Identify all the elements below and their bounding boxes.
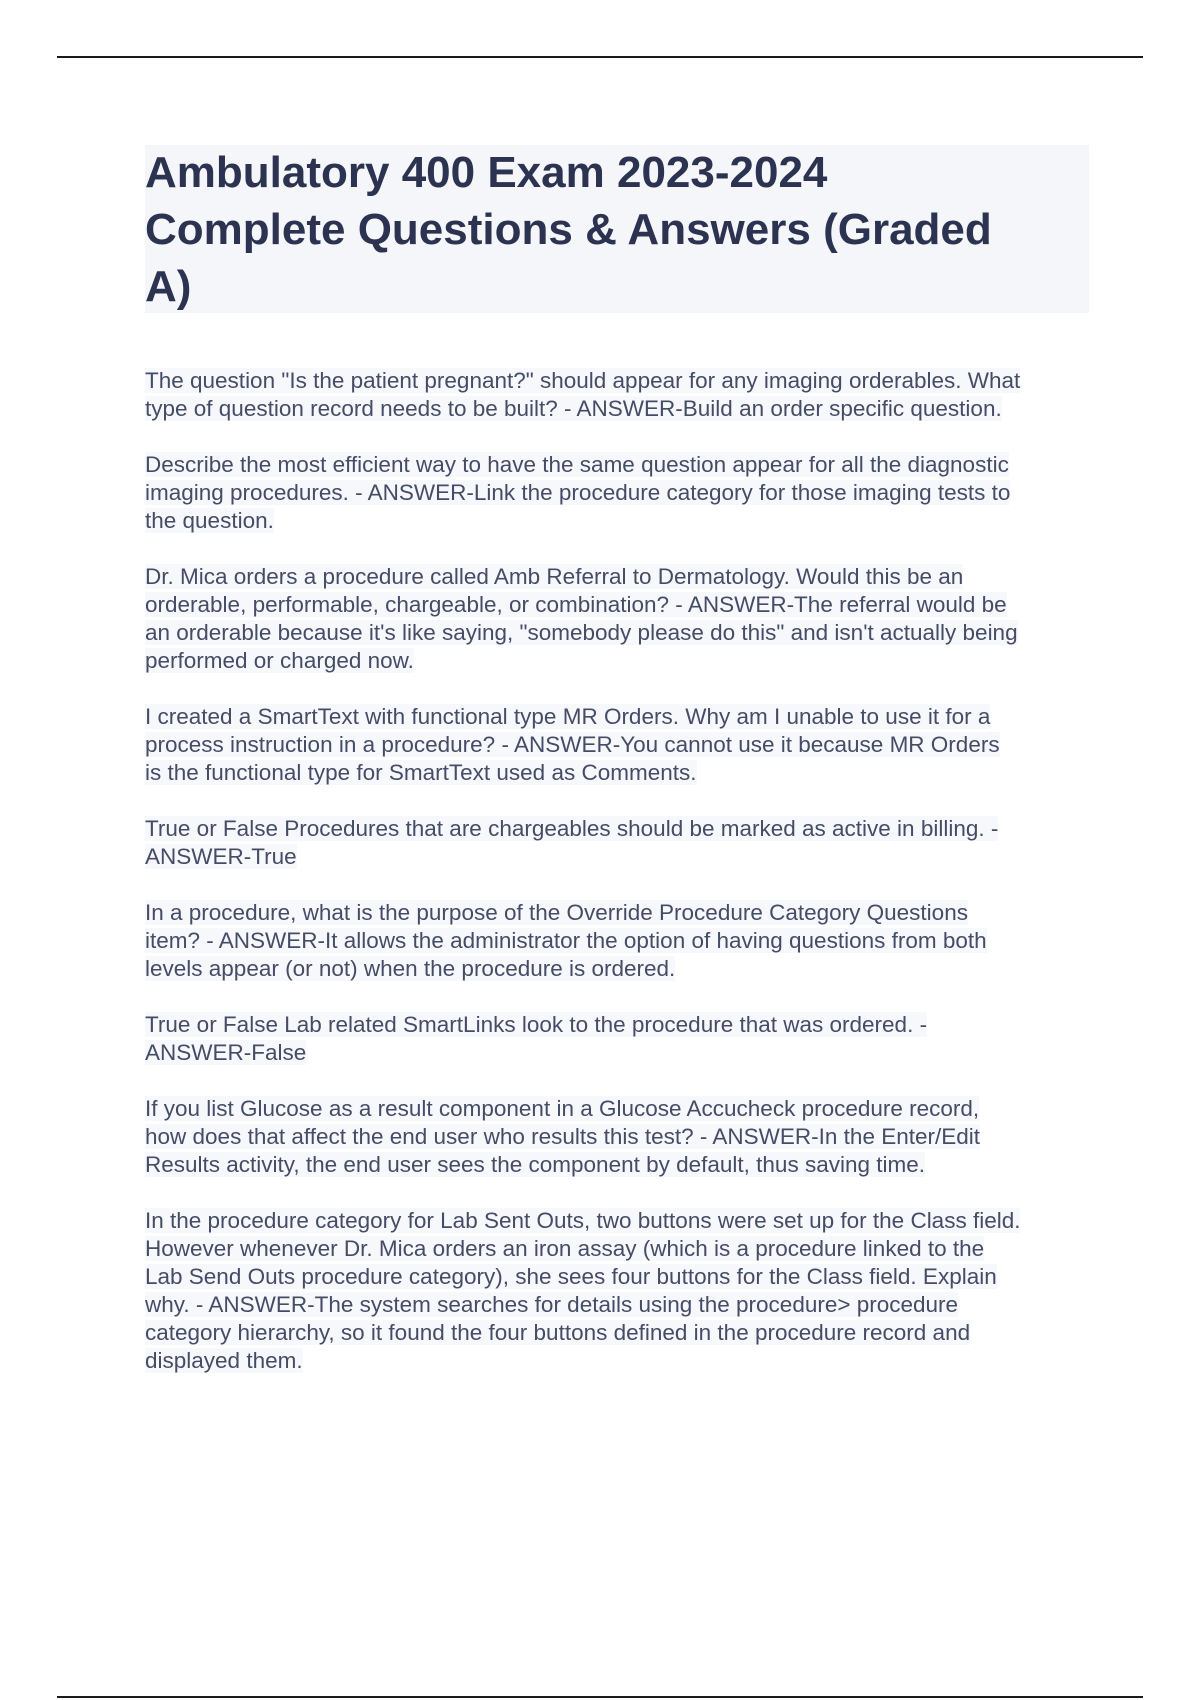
- qa-item: [145, 815, 1095, 871]
- qa-line: I created a SmartText with functional type MR Orders. Why am I unable to use it for a: [145, 704, 991, 729]
- qa-line: True or False Lab related SmartLinks look to the procedure that was ordered. -: [145, 1012, 928, 1037]
- title-line: Ambulatory 400 Exam 2023-2024: [145, 148, 828, 197]
- qa-line: Dr. Mica orders a procedure called Amb Referral to Dermatology. Would this be an: [145, 564, 964, 589]
- qa-line: category hierarchy, so it found the four buttons defined in the procedure record and: [145, 1320, 971, 1345]
- qa-line: The question "Is the patient pregnant?" should appear for any imaging orderables. What: [145, 368, 1021, 393]
- qa-line: an orderable because it's like saying, "somebody please do this" and isn't actually being: [145, 620, 1018, 645]
- title-line: Complete Questions & Answers (Graded: [145, 205, 992, 254]
- qa-line: levels appear (or not) when the procedure is ordered.: [145, 956, 676, 981]
- qa-line: performed or charged now.: [145, 648, 414, 673]
- top-rule: [57, 56, 1143, 58]
- qa-item: [145, 1207, 1095, 1375]
- qa-item: [145, 1011, 1095, 1067]
- qa-line: In the procedure category for Lab Sent Outs, two buttons were set up for the Class field.: [145, 1208, 1021, 1233]
- document-title: [145, 144, 1089, 315]
- qa-item: [145, 1095, 1095, 1179]
- qa-line: However whenever Dr. Mica orders an iron assay (which is a procedure linked to the: [145, 1236, 985, 1261]
- qa-line: the question.: [145, 508, 274, 533]
- qa-line: why. - ANSWER-The system searches for details using the procedure> procedure: [145, 1292, 959, 1317]
- qa-line: how does that affect the end user who results this test? - ANSWER-In the Enter/Edit: [145, 1124, 981, 1149]
- qa-line: True or False Procedures that are chargeables should be marked as active in billing. -: [145, 816, 999, 841]
- qa-line: Describe the most efficient way to have the same question appear for all the diagnostic: [145, 452, 1009, 477]
- qa-line: item? - ANSWER-It allows the administrator the option of having questions from both: [145, 928, 987, 953]
- qa-line: is the functional type for SmartText used as Comments.: [145, 760, 697, 785]
- bottom-rule: [57, 1696, 1143, 1698]
- qa-line: type of question record needs to be built? - ANSWER-Build an order specific question.: [145, 396, 1002, 421]
- qa-line: process instruction in a procedure? - ANSWER-You cannot use it because MR Orders: [145, 732, 1000, 757]
- qa-line: In a procedure, what is the purpose of the Override Procedure Category Questions: [145, 900, 968, 925]
- qa-line: imaging procedures. - ANSWER-Link the procedure category for those imaging tests to: [145, 480, 1011, 505]
- title-line: A): [145, 262, 192, 311]
- qa-line: orderable, performable, chargeable, or combination? - ANSWER-The referral would be: [145, 592, 1007, 617]
- qa-line: If you list Glucose as a result component in a Glucose Accucheck procedure record,: [145, 1096, 980, 1121]
- qa-line: displayed them.: [145, 1348, 303, 1373]
- qa-item: [145, 563, 1095, 675]
- qa-line: ANSWER-True: [145, 844, 297, 869]
- qa-line: ANSWER-False: [145, 1040, 307, 1065]
- qa-item: [145, 367, 1095, 423]
- qa-item: [145, 899, 1095, 983]
- qa-list: [145, 367, 1095, 1403]
- qa-item: [145, 703, 1095, 787]
- qa-line: Results activity, the end user sees the component by default, thus saving time.: [145, 1152, 925, 1177]
- qa-line: Lab Send Outs procedure category), she sees four buttons for the Class field. Explain: [145, 1264, 997, 1289]
- qa-item: [145, 451, 1095, 535]
